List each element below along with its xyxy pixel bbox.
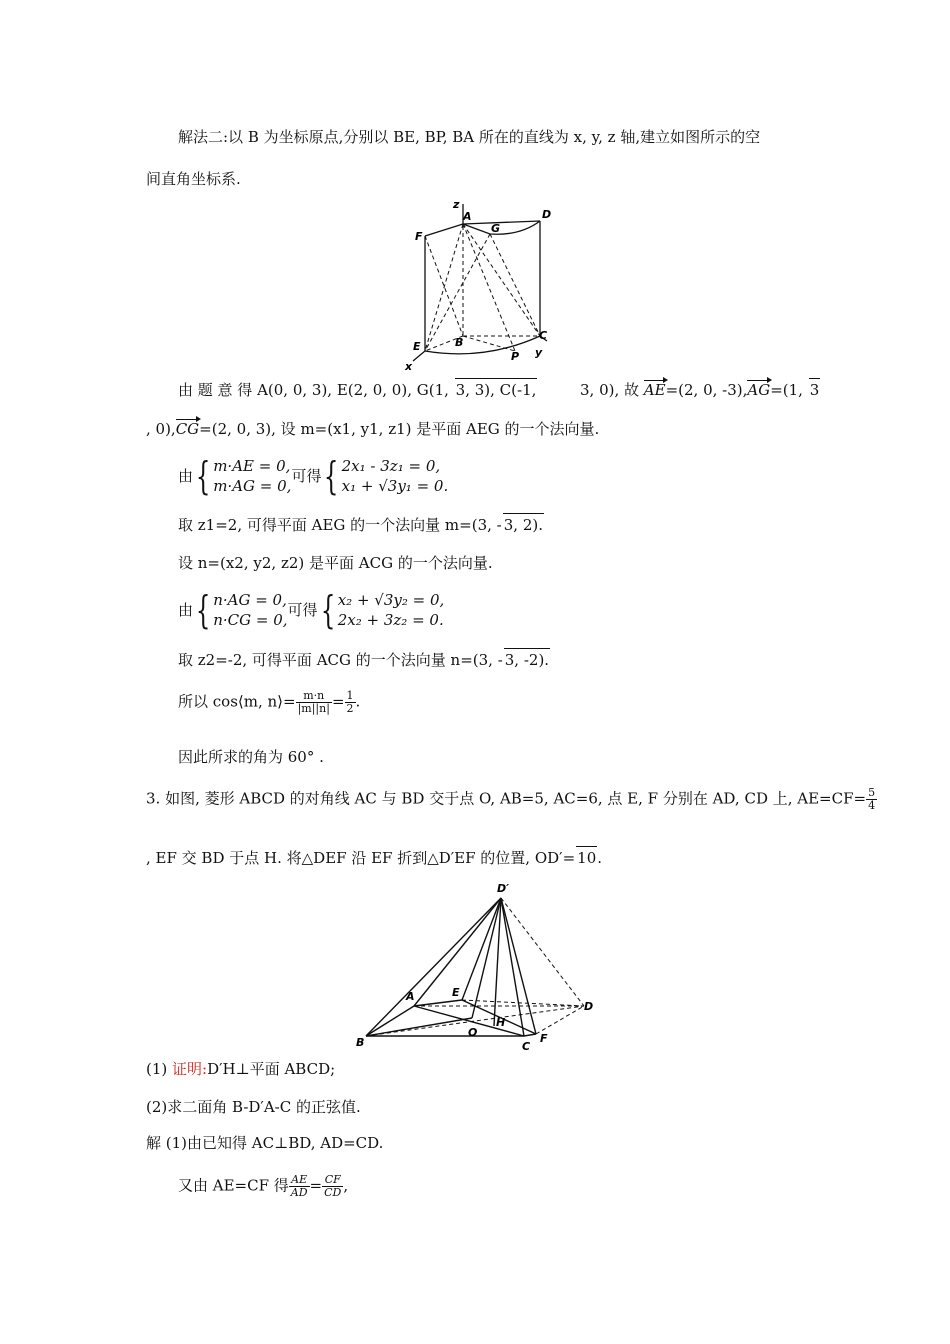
coords-line2-start: , 0), [146,420,176,438]
cos-equals: = [331,692,345,711]
sol2-intro-line2: 间直角坐标系. [146,170,241,188]
coords-text-c: 3, 0), 故 [580,381,644,399]
system1-mid: 可得 [291,467,322,485]
ae-ad-fraction: $\frac{AE}{AD}$ [290,1173,308,1199]
conclusion: 因此所求的角为 60° . [178,748,324,766]
system1-eq2: m·AG = 0, [213,477,292,495]
cos-line: 所以 cos⟨m, n⟩= $\frac{m\cdot n}{|m||n|}$ = $\frac{1}{2}$ . [178,689,361,715]
vector-cg: CG [175,420,200,438]
sqrt-10: 10 [576,846,597,869]
system1-res1: 2x₁ - 3z₁ = 0, [341,457,441,475]
fig2-label-b: B [356,1036,365,1049]
take2-text: 取 z2=-2, 可得平面 ACG 的一个法向量 n=(3, - [178,651,503,669]
fig2-label-e: E [452,986,460,999]
take1-end: 3, 2). [503,513,544,536]
fig1-label-p: P [511,350,520,363]
sqrt-3-g: 3, 3), C(-1, [455,378,538,401]
fig1-label-g: G [491,222,501,235]
proof-label: 证明: [172,1060,208,1078]
fig2-label-c: C [522,1040,531,1052]
fig2-label-d: D [584,1000,594,1013]
set-n: 设 n=(x2, y2, z2) 是平面 ACG 的一个法向量. [178,554,493,572]
coords-text-a: 由 题 意 得 A(0, 0, 3), E(2, 0, 0), G(1, [178,381,454,399]
fig2-label-a: A [406,990,415,1003]
q3-text: 3. 如图, 菱形 ABCD 的对角线 AC 与 BD 交于点 O, AB=5, AC=6, 点 E, F 分别在 AD, CD 上, AE=CF= [146,789,867,808]
ae-value: =(2, 0, -3), [665,381,748,399]
fig1-label-d: D [542,208,552,221]
take-z1 [178,513,544,536]
system2-eq1: n·AG = 0, [213,591,287,609]
fig1-label-c: C [539,329,548,342]
system2: 由{ n·AG = 0, n·CG = 0, 可得{ x₂ + √3y₂ = 0, 2x₂ + 3z₂ = 0. [178,588,445,632]
fig1-label-z: z [453,198,460,211]
fig2-label-f: F [540,1032,548,1045]
vector-ag: AG [747,381,771,399]
system2-eq2: n·CG = 0, [213,611,288,629]
part2: (2)求二面角 B-D′A-C 的正弦值. [146,1098,361,1116]
system2-prefix: 由 [178,601,194,619]
part1: (1) 证明:D′H⊥平面 ABCD; [146,1060,336,1078]
coords-line1 [178,378,537,401]
q3-fraction: $\frac{5}{4}$ [868,786,876,812]
fig1-label-f: F [415,230,423,243]
system2-res2: 2x₂ + 3z₂ = 0. [337,611,444,629]
vector-ae: AE [643,381,666,399]
system1-prefix: 由 [178,467,194,485]
fig1-label-e: E [413,340,421,353]
solution-line1: 解 (1)由已知得 AC⊥BD, AD=CD. [146,1134,384,1152]
fig1-label-x: x [405,360,413,373]
coords-line1-cont [580,378,820,401]
fig1-label-a: A [463,210,472,223]
sqrt-3-ag: 3 [809,378,821,401]
ag-value: =(1, [770,381,808,399]
cos-fraction: $\frac{m\cdot n}{|m||n|}$ [297,689,330,715]
fig1-label-b: B [455,336,464,349]
system1: 由{ m·AE = 0, m·AG = 0, 可得{ 2x₁ - 3z₁ = 0, x₁ + √3y₁ = 0. [178,454,449,498]
take2-end: 3, -2). [504,648,550,671]
system2-res1: x₂ + √3y₂ = 0, [337,591,445,609]
figure-cylinder [395,196,565,374]
sol2-intro-line1: 解法二:以 B 为坐标原点,分别以 BE, BP, BA 所在的直线为 x, y, z 轴,建立如图所示的空 [178,128,761,146]
take-z2 [178,648,550,671]
take1-text: 取 z1=2, 可得平面 AEG 的一个法向量 m=(3, - [178,516,502,534]
solution-line2-text: 又由 AE=CF 得 [178,1176,289,1195]
q3-line2-text: , EF 交 BD 于点 H. 将△DEF 沿 EF 折到△D′EF 的位置, OD′= [146,849,576,867]
cos-result: $\frac{1}{2}$ [346,689,354,715]
cos-text: 所以 cos⟨m, n⟩= [178,692,296,711]
solution-line2: 又由 AE=CF 得 $\frac{AE}{AD}$ = $\frac{CF}{CD}$ , [178,1173,349,1199]
system1-res2: x₁ + √3y₁ = 0. [341,477,449,495]
q3-line1 [146,787,877,812]
cf-cd-fraction: $\frac{CF}{CD}$ [324,1173,342,1199]
fig2-label-h: H [496,1016,506,1029]
coords-line2 [146,418,599,440]
coords-line2-rest: =(2, 0, 3), 设 m=(x1, y1, z1) 是平面 AEG 的一个法向量. [199,420,600,438]
q3-line2: , EF 交 BD 于点 H. 将△DEF 沿 EF 折到△D′EF 的位置, OD′= 10. [146,846,602,869]
part1-text: D′H⊥平面 ABCD; [207,1060,336,1078]
system2-mid: 可得 [287,601,318,619]
fig2-label-o: O [468,1026,478,1039]
system1-eq1: m·AE = 0, [213,457,291,475]
fig1-label-y: y [535,346,543,359]
fig2-label-dprime: D′ [497,882,510,895]
figure-pyramid [354,876,604,1052]
